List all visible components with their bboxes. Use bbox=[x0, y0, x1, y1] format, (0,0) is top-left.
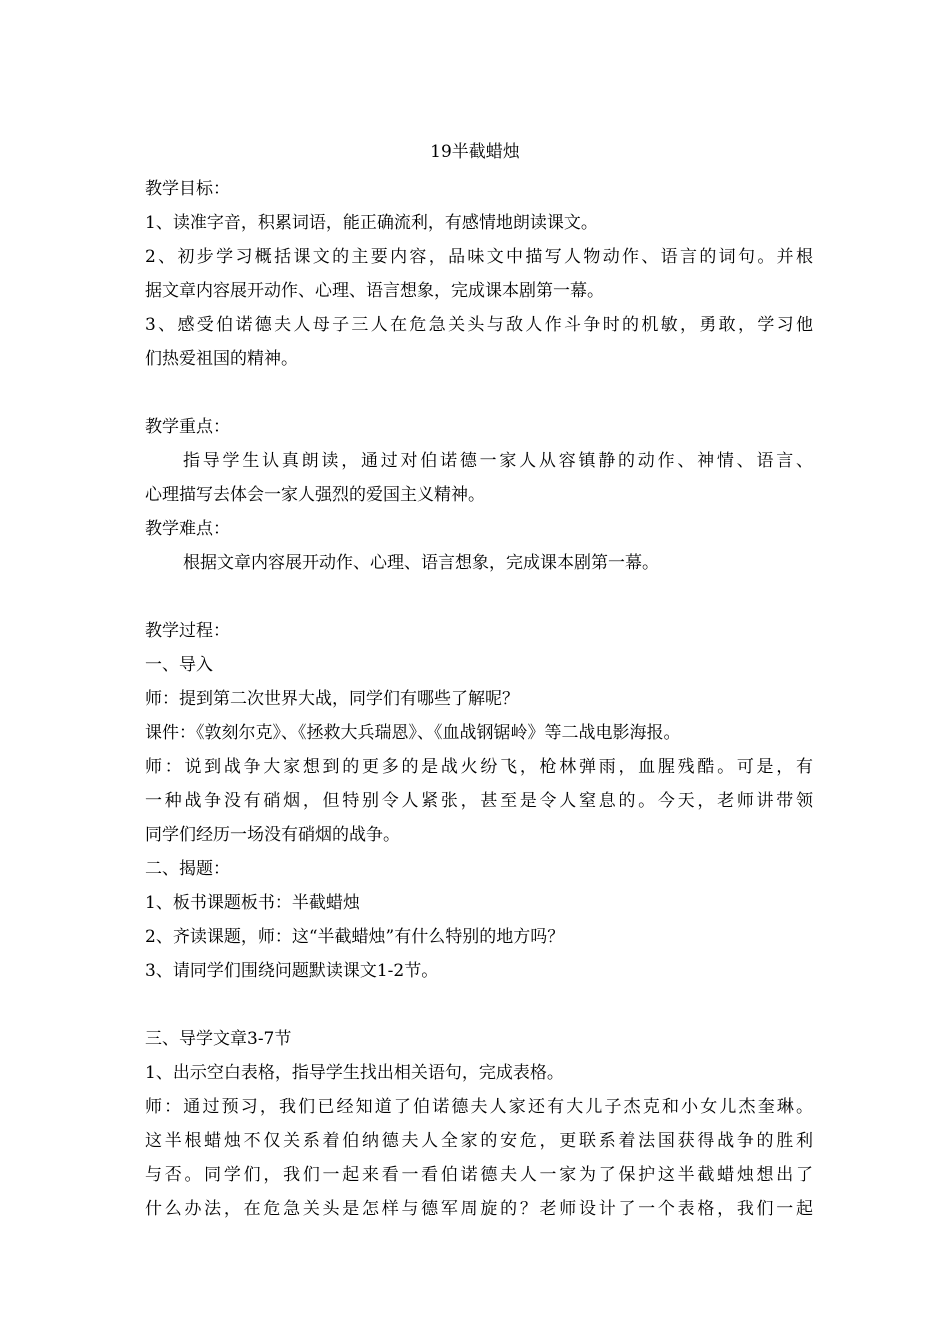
paragraph-text: 指导学生认真朗读，通过对伯诺德一家人从容镇静的动作、神情、语言、 bbox=[183, 451, 813, 471]
paragraph-text-continued: 同学们经历一场没有硝烟的战争。 bbox=[145, 825, 400, 845]
paragraph-text: 师：说到战争大家想到的更多的是战火纷飞，枪林弹雨，血腥残酷。可是，有 bbox=[145, 757, 813, 777]
list-item: 1、板书课题板书：半截蜡烛 bbox=[145, 893, 360, 913]
list-item: 2、齐读课题，师：这“半截蜡烛”有什么特别的地方吗？ bbox=[145, 927, 565, 947]
paragraph-text: 师：通过预习，我们已经知道了伯诺德夫人家还有大儿子杰克和小女儿杰奎琳。 bbox=[145, 1097, 813, 1117]
section-heading-process: 教学过程： bbox=[145, 621, 230, 641]
paragraph-text: 师：提到第二次世界大战，同学们有哪些了解呢？ bbox=[145, 689, 519, 709]
paragraph-text: 课件：《敦刻尔克》、《拯救大兵瑞恩》、《血战钢锯岭》等二战电影海报。 bbox=[145, 723, 681, 743]
objective-item-continued: 据文章内容展开动作、心理、语言想象，完成课本剧第一幕。 bbox=[145, 281, 604, 301]
subsection-heading-topic: 二、揭题： bbox=[145, 859, 230, 879]
section-heading-difficulties: 教学难点： bbox=[145, 519, 230, 539]
paragraph-gap bbox=[145, 988, 813, 1022]
paragraph-text-continued: 这半根蜡烛不仅关系着伯纳德夫人全家的安危，更联系着法国获得战争的胜利 bbox=[145, 1131, 813, 1151]
paragraph-gap bbox=[145, 580, 813, 614]
paragraph-text-continued: 一种战争没有硝烟，但特别令人紧张，甚至是令人窒息的。今天，老师讲带领 bbox=[145, 791, 813, 811]
subsection-heading-intro: 一、导入 bbox=[145, 655, 213, 675]
paragraph-text-continued: 心理描写去体会一家人强烈的爱国主义精神。 bbox=[145, 485, 485, 505]
objective-item-continued: 们热爱祖国的精神。 bbox=[145, 349, 298, 369]
objective-item: 1、读准字音，积累词语，能正确流利，有感情地朗读课文。 bbox=[145, 213, 598, 233]
section-heading-key-points: 教学重点： bbox=[145, 417, 230, 437]
list-item: 1、出示空白表格，指导学生找出相关语句，完成表格。 bbox=[145, 1063, 564, 1083]
paragraph-text-continued: 什么办法，在危急关头是怎样与德军周旋的？老师设计了一个表格，我们一起 bbox=[145, 1199, 813, 1219]
list-item: 3、请同学们围绕问题默读课文1-2节。 bbox=[145, 961, 439, 981]
paragraph-text-continued: 与否。同学们，我们一起来看一看伯诺德夫人一家为了保护这半截蜡烛想出了 bbox=[145, 1165, 813, 1185]
document-body bbox=[145, 172, 813, 1226]
paragraph-text: 根据文章内容展开动作、心理、语言想象，完成课本剧第一幕。 bbox=[183, 553, 659, 573]
subsection-heading-guided-study: 三、导学文章3-7节 bbox=[145, 1029, 292, 1049]
section-heading-objectives: 教学目标： bbox=[145, 179, 230, 199]
objective-item: 2、初步学习概括课文的主要内容，品味文中描写人物动作、语言的词句。并根 bbox=[145, 247, 813, 267]
objective-item: 3、感受伯诺德夫人母子三人在危急关头与敌人作斗争时的机敏，勇敢，学习他 bbox=[145, 315, 813, 335]
page-title: 19半截蜡烛 bbox=[430, 142, 520, 162]
paragraph-gap bbox=[145, 376, 813, 410]
